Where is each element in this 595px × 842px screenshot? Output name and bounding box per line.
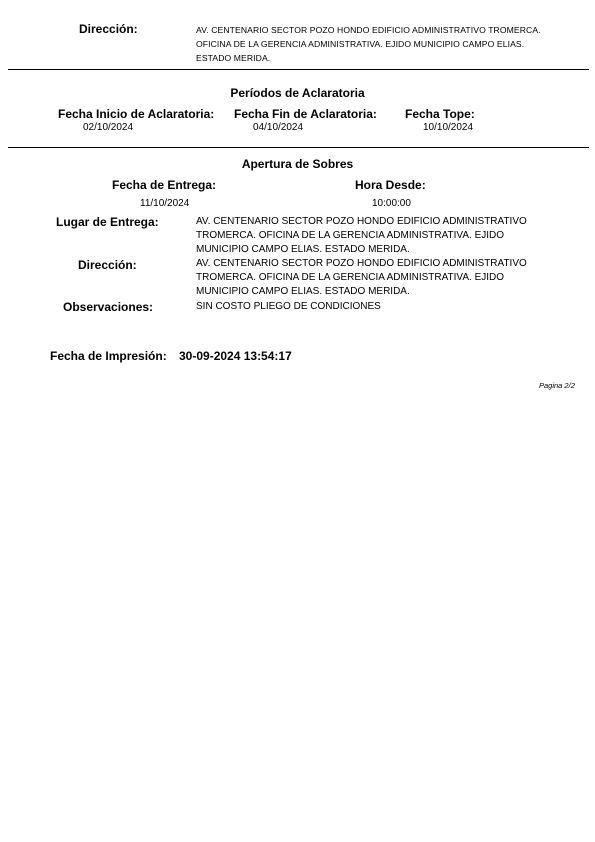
hora-desde-label: Hora Desde:: [355, 178, 426, 192]
fecha-entrega-value: 11/10/2024: [140, 198, 190, 209]
periodos-title: Períodos de Aclaratoria: [230, 86, 365, 100]
fecha-impresion-value: 30-09-2024 13:54:17: [179, 349, 292, 363]
fecha-tope-label: Fecha Tope:: [405, 107, 475, 121]
fecha-inicio-label: Fecha Inicio de Aclaratoria:: [58, 107, 215, 121]
fecha-fin-label: Fecha Fin de Aclaratoria:: [234, 107, 377, 121]
divider-top: [8, 69, 589, 70]
hora-desde-value: 10:00:00: [372, 198, 411, 209]
lugar-entrega-label: Lugar de Entrega:: [56, 215, 159, 229]
fecha-tope-value: 10/10/2024: [423, 122, 474, 133]
fecha-fin-value: 04/10/2024: [253, 122, 304, 133]
top-direccion-label: Dirección:: [79, 22, 138, 36]
apertura-direccion-value: AV. CENTENARIO SECTOR POZO HONDO EDIFICIO ADMINISTRATIVO TROMERCA. OFICINA DE LA GERENCIA ADMINISTRATIVA. EJIDO MUNICIPIO CAMPO ELIAS. ESTADO MERIDA.: [196, 258, 527, 297]
apertura-direccion-label: Dirección:: [78, 258, 137, 272]
lugar-entrega-value: AV. CENTENARIO SECTOR POZO HONDO EDIFICIO ADMINISTRATIVO TROMERCA. OFICINA DE LA GERENCIA ADMINISTRATIVA. EJIDO MUNICIPIO CAMPO ELIAS. ESTADO MERIDA.: [196, 216, 527, 255]
apertura-title: Apertura de Sobres: [241, 157, 354, 171]
top-direccion-value: AV. CENTENARIO SECTOR POZO HONDO EDIFICIO ADMINISTRATIVO TROMERCA. OFICINA DE LA GERENCIA ADMINISTRATIVA. EJIDO MUNICIPIO CAMPO ELIAS. ESTADO MERIDA.: [196, 25, 541, 63]
fecha-inicio-value: 02/10/2024: [83, 122, 134, 133]
divider-middle: [8, 147, 589, 148]
observaciones-label: Observaciones:: [63, 300, 154, 314]
fecha-entrega-label: Fecha de Entrega:: [112, 178, 217, 192]
fecha-impresion-label: Fecha de Impresión:: [50, 349, 167, 363]
observaciones-value: SIN COSTO PLIEGO DE CONDICIONES: [196, 301, 381, 312]
page-number: Pagina 2/2: [539, 381, 575, 390]
